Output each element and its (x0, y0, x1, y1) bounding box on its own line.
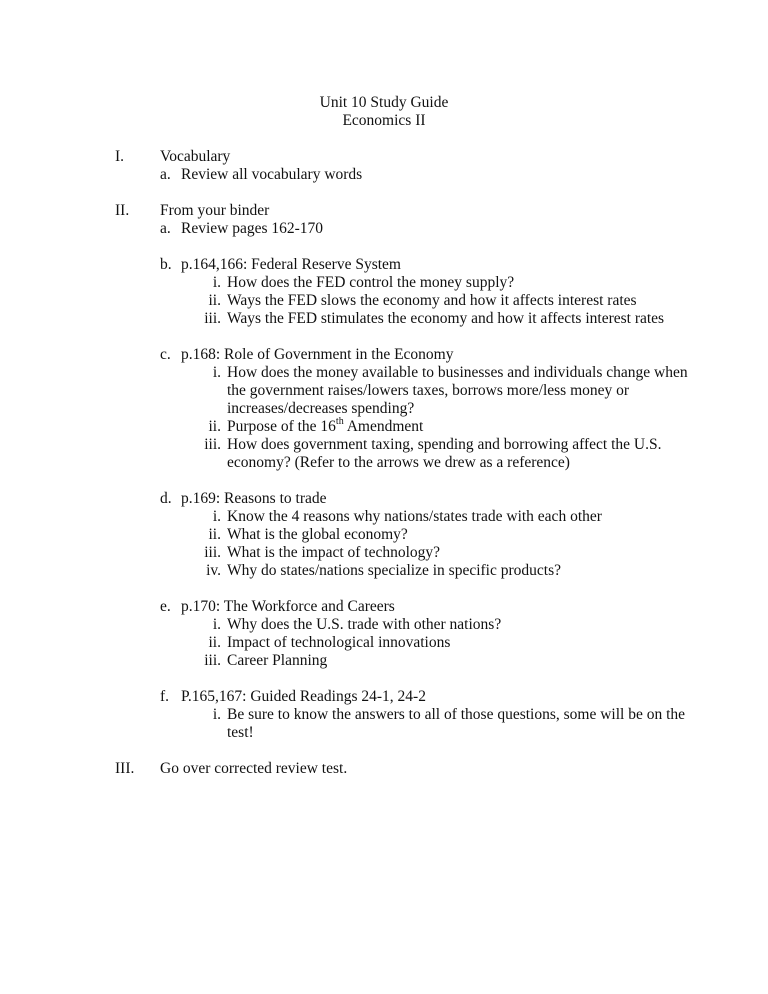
item-letter: a. (160, 220, 171, 237)
subitem-text-line: increases/decreases spending? (227, 400, 415, 417)
subitem-number: iii. (204, 652, 221, 669)
subitem-text-line: How does the money available to businesses and individuals change when (227, 364, 688, 381)
subitem-text: What is the impact of technology? (227, 544, 441, 561)
section-heading: Vocabulary (160, 148, 231, 165)
subitem-text: Ways the FED stimulates the economy and how it affects interest rates (227, 310, 665, 327)
subitem-text (227, 415, 424, 436)
section-heading: From your binder (160, 202, 270, 219)
document-title: Unit 10 Study Guide (319, 94, 449, 111)
subitem-number: i. (212, 508, 221, 525)
subitem-text: Ways the FED slows the economy and how it affects interest rates (227, 292, 637, 309)
document-subtitle: Economics II (342, 112, 426, 129)
subitem-text-line: economy? (Refer to the arrows we drew as a reference) (227, 454, 570, 471)
item-letter: c. (160, 346, 171, 363)
subitem-text-line: Be sure to know the answers to all of those questions, some will be on the (227, 706, 686, 723)
section-numeral: I. (115, 148, 125, 165)
subitem-text-line: test! (227, 724, 254, 741)
subitem-text: Know the 4 reasons why nations/states trade with each other (227, 508, 602, 525)
section-numeral: III. (115, 760, 135, 777)
subitem-number: iv. (206, 562, 221, 579)
item-letter: b. (160, 256, 172, 273)
subitem-text: Career Planning (227, 652, 328, 669)
subitem-number: iii. (204, 544, 221, 561)
subitem-number: ii. (208, 292, 221, 309)
subitem-text-pre: Purpose of the 16 (227, 418, 336, 435)
item-text: Review pages 162-170 (181, 220, 324, 237)
item-letter: d. (160, 490, 172, 507)
subitem-text: Why does the U.S. trade with other nations? (227, 616, 502, 633)
subitem-text: Impact of technological innovations (227, 634, 451, 651)
item-letter: a. (160, 166, 171, 183)
item-text: p.168: Role of Government in the Economy (181, 346, 454, 363)
subitem-number: ii. (208, 526, 221, 543)
section-heading: Go over corrected review test. (160, 760, 348, 777)
item-text: Review all vocabulary words (181, 166, 363, 183)
subitem-text: How does the FED control the money supply? (227, 274, 515, 291)
item-letter: e. (160, 598, 171, 615)
subitem-number: i. (212, 616, 221, 633)
section-numeral: II. (115, 202, 130, 219)
subitem-text-line: How does government taxing, spending and borrowing affect the U.S. (227, 436, 662, 453)
subitem-number: i. (212, 364, 221, 381)
subitem-text-line: the government raises/lowers taxes, borrows more/less money or (227, 382, 630, 399)
subitem-number: ii. (208, 418, 221, 435)
ordinal-superscript: th (335, 415, 344, 427)
item-text: p.169: Reasons to trade (181, 490, 327, 507)
subitem-text: Why do states/nations specialize in specific products? (227, 562, 562, 579)
subitem-number: i. (212, 706, 221, 723)
item-text: p.164,166: Federal Reserve System (181, 256, 401, 273)
subitem-number: iii. (204, 436, 221, 453)
subitem-number: ii. (208, 634, 221, 651)
subitem-text: What is the global economy? (227, 526, 408, 543)
item-letter: f. (160, 688, 170, 705)
subitem-text-post: Amendment (343, 418, 424, 435)
item-text: P.165,167: Guided Readings 24-1, 24-2 (181, 688, 426, 705)
subitem-number: iii. (204, 310, 221, 327)
item-text: p.170: The Workforce and Careers (181, 598, 395, 615)
subitem-number: i. (212, 274, 221, 291)
